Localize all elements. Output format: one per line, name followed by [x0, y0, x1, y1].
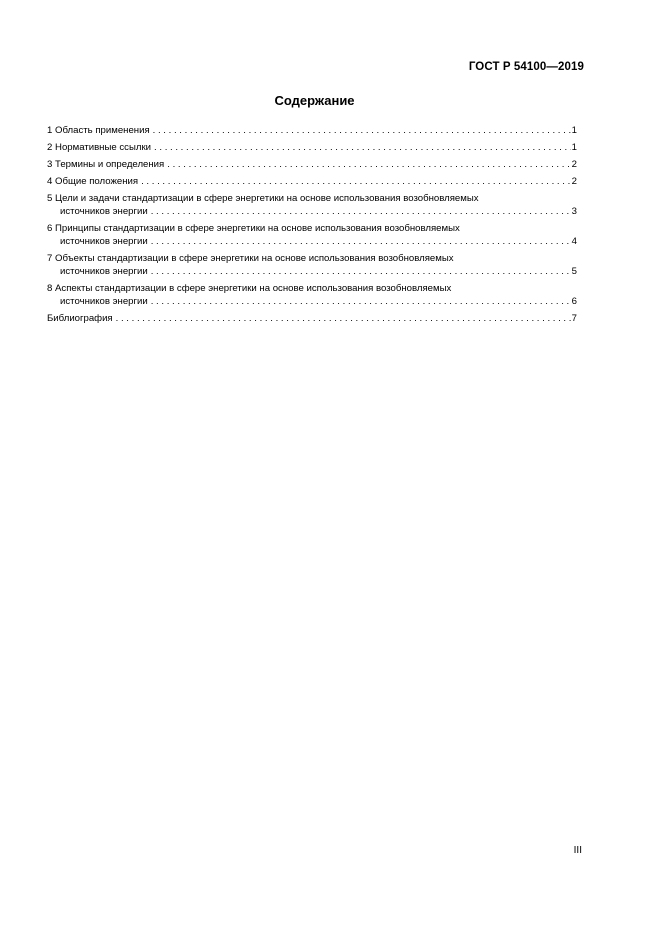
toc-entry[interactable] [47, 175, 577, 188]
toc-leader-dots [167, 158, 570, 171]
toc-entry[interactable] [47, 192, 577, 218]
toc-entry-bibliography[interactable] [47, 312, 577, 325]
toc-entry-number: 8 [47, 283, 53, 294]
toc-leader-dots [151, 235, 571, 248]
toc-entry-page: 2 [571, 176, 577, 187]
toc-leader-dots [151, 205, 571, 218]
toc-entry-title-continued: источников энергии [60, 266, 148, 277]
document-code: ГОСТ Р 54100—2019 [468, 61, 584, 73]
toc-entry-number: 5 [47, 193, 53, 204]
toc-entry[interactable] [47, 252, 577, 278]
toc-entry-page: 5 [571, 266, 577, 277]
toc-entry-title: Общие положения [55, 176, 139, 187]
toc-leader-dots [141, 175, 571, 188]
toc-entry-number: 7 [47, 253, 53, 264]
toc-entry-title: Библиография [47, 313, 113, 324]
toc-entry[interactable] [47, 124, 577, 137]
page-number: III [573, 845, 582, 856]
toc-entry-title: Термины и определения [55, 159, 165, 170]
toc-entry-page: 6 [571, 296, 577, 307]
toc-entry[interactable] [47, 158, 577, 171]
toc-entry-title-continued: источников энергии [60, 296, 148, 307]
toc-entry-page: 2 [571, 159, 577, 170]
toc-entry[interactable] [47, 222, 577, 248]
toc-leader-dots [116, 312, 571, 325]
toc-entry-page: 1 [571, 142, 577, 153]
toc-entry-page: 3 [571, 206, 577, 217]
toc-entry-title: Цели и задачи стандартизации в сфере энергетики на основе использования возобновляемых [55, 193, 479, 204]
toc-entry-title: Область применения [55, 125, 150, 136]
toc-entry-number: 1 [47, 125, 53, 136]
toc-entry-number: 6 [47, 223, 53, 234]
toc-leader-dots [151, 295, 571, 308]
toc-entry-title: Нормативные ссылки [55, 142, 152, 153]
toc-entry-number: 3 [47, 159, 53, 170]
toc-leader-dots [154, 141, 571, 154]
toc-entry-title-continued: источников энергии [60, 206, 148, 217]
toc-entry[interactable] [47, 141, 577, 154]
toc-entry-page: 1 [571, 125, 577, 136]
toc-entry[interactable] [47, 282, 577, 308]
toc-entry-title: Аспекты стандартизации в сфере энергетики на основе использования возобновляемых [55, 283, 452, 294]
toc-entry-title: Объекты стандартизации в сфере энергетики на основе использования возобновляемых [55, 253, 454, 264]
toc-entry-number: 4 [47, 176, 53, 187]
toc-entry-page: 4 [571, 236, 577, 247]
toc-leader-dots [153, 124, 571, 137]
toc-title: Содержание [274, 93, 355, 108]
toc-entry-page: 7 [571, 313, 577, 324]
toc-entry-title: Принципы стандартизации в сфере энергетики на основе использования возобновляемых [55, 223, 460, 234]
toc-entry-number: 2 [47, 142, 53, 153]
toc-entry-title-continued: источников энергии [60, 236, 148, 247]
toc-leader-dots [151, 265, 571, 278]
table-of-contents [47, 124, 577, 329]
